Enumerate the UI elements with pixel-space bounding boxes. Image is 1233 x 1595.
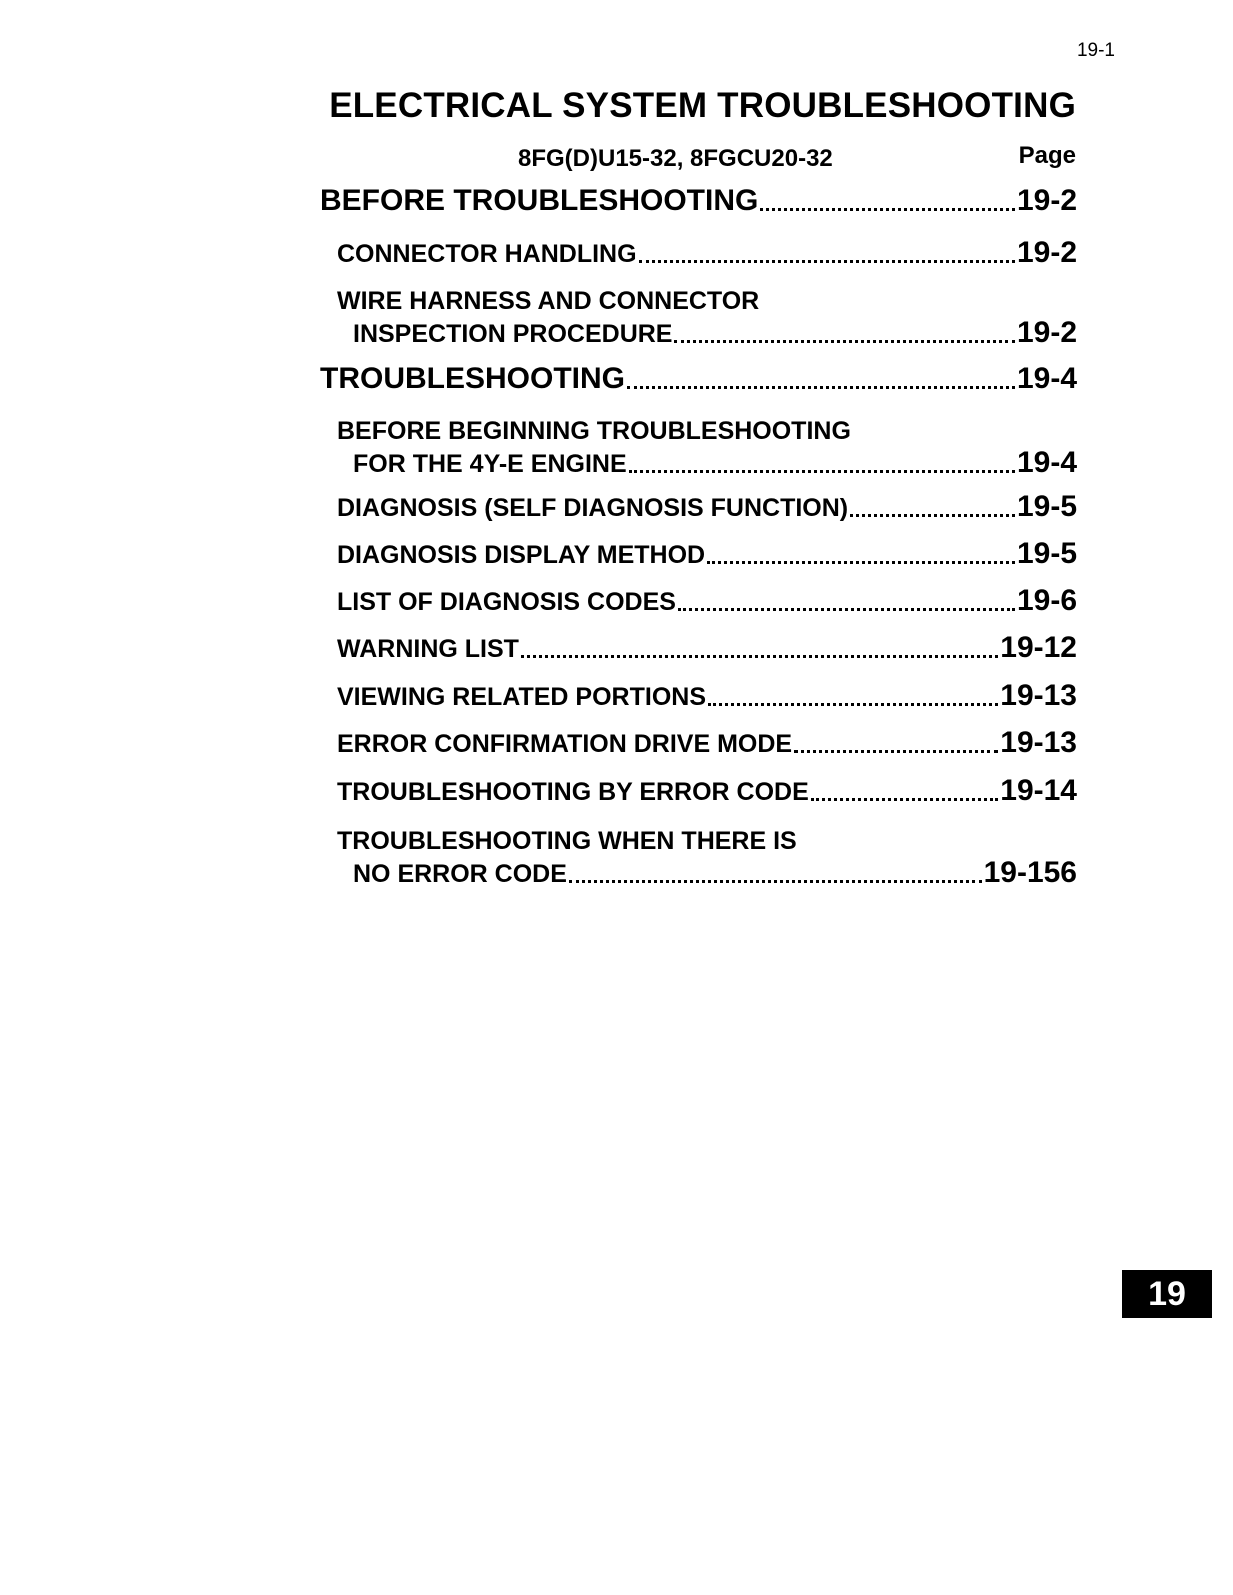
toc-entry-label: INSPECTION PROCEDURE [353,320,673,348]
toc-entry-label: FOR THE 4Y-E ENGINE [353,450,627,478]
toc-entry-page: 19-14 [1000,774,1077,807]
dot-leader [629,470,1015,473]
applicable-models: 8FG(D)U15-32, 8FGCU20-32 [518,145,833,172]
toc-entry-label: CONNECTOR HANDLING [337,240,637,268]
toc-entry-label: LIST OF DIAGNOSIS CODES [337,588,676,616]
toc-entry-label-line1: TROUBLESHOOTING WHEN THERE IS [337,827,797,855]
dot-leader [627,386,1015,389]
toc-entry-label: DIAGNOSIS (SELF DIAGNOSIS FUNCTION) [337,494,849,522]
dot-leader [850,514,1015,517]
toc-entry-label: DIAGNOSIS DISPLAY METHOD [337,541,706,569]
toc-entry-no-error-code[interactable] [337,826,1077,890]
dot-leader [760,208,1015,211]
toc-entry-connector-handling[interactable] [337,236,1077,270]
section-tab: 19 [1122,1270,1212,1318]
toc-entry-viewing-related[interactable] [337,679,1077,713]
toc-entry-page: 19-12 [1000,631,1077,664]
toc-entry-warning-list[interactable] [337,631,1077,665]
toc-entry-troubleshooting-by-code[interactable] [337,774,1077,808]
toc-entry-page: 19-13 [1000,726,1077,759]
toc-entry-page: 19-4 [1016,362,1077,395]
toc-entry-label: WARNING LIST [337,635,519,663]
toc-entry-label: VIEWING RELATED PORTIONS [337,683,706,711]
toc-entry-page: 19-5 [1016,490,1077,523]
toc-entry-troubleshooting[interactable] [320,362,1077,396]
toc-entry-wire-harness[interactable] [337,286,1077,350]
page-number: 19-1 [1076,40,1115,61]
dot-leader [708,703,998,706]
toc-entry-page: 19-4 [1016,446,1077,479]
toc-entry-page: 19-2 [1016,316,1077,349]
toc-entry-diagnosis-self[interactable] [337,490,1077,524]
toc-entry-page: 19-2 [1016,184,1077,217]
toc-entry-before-beginning[interactable] [337,416,1077,480]
dot-leader [674,340,1014,343]
document-title: ELECTRICAL SYSTEM TROUBLESHOOTING [329,86,1076,125]
toc-entry-page: 19-156 [983,856,1077,889]
toc-entry-list-of-codes[interactable] [337,584,1077,618]
dot-leader [678,608,1015,611]
toc-entry-before-troubleshooting[interactable] [320,184,1077,218]
toc-entry-error-confirmation[interactable] [337,726,1077,760]
toc-entry-label: NO ERROR CODE [353,860,567,888]
toc-entry-label: TROUBLESHOOTING [320,362,625,395]
toc-entry-diagnosis-display[interactable] [337,537,1077,571]
toc-entry-label: TROUBLESHOOTING BY ERROR CODE [337,778,809,806]
dot-leader [521,655,998,658]
toc-entry-page: 19-5 [1016,537,1077,570]
toc-entry-label-line1: WIRE HARNESS AND CONNECTOR [337,287,760,315]
toc-entry-label: BEFORE TROUBLESHOOTING [320,184,759,217]
toc-entry-label-line1: BEFORE BEGINNING TROUBLESHOOTING [337,417,851,445]
toc-entry-page: 19-13 [1000,679,1077,712]
toc-entry-page: 19-6 [1016,584,1077,617]
dot-leader [569,880,982,883]
dot-leader [707,561,1015,564]
dot-leader [639,260,1015,263]
page-column-label: Page [1018,142,1076,169]
toc-entry-label: ERROR CONFIRMATION DRIVE MODE [337,730,793,758]
toc-entry-page: 19-2 [1016,236,1077,269]
dot-leader [811,798,998,801]
dot-leader [794,750,998,753]
